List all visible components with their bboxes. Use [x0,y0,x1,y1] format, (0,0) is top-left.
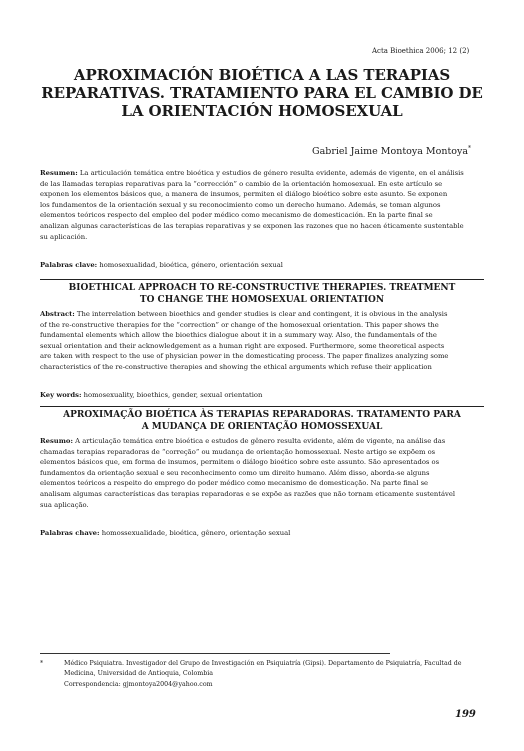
abstract-line [40,436,484,447]
title-line: APROXIMACIÓN BIOÉTICA A LAS TERAPIAS [73,66,451,84]
abstract-line: fundamentos da orientação sexual e seu reconhecimento como um direito humano. Além disso, aborda-se alguns [40,468,430,477]
abstract-label: Abstract: [40,310,75,318]
abstract-line: los fundamentos de la orientación sexual y su reconocimiento como un derecho humano. Además, se toman algunos [40,200,441,209]
keywords-en [40,391,262,399]
keywords-text: homosexualidad, bioética, género, orientación sexual [97,261,283,269]
title-line: REPARATIVAS. TRATAMIENTO PARA EL CAMBIO DE [41,84,483,102]
abstract-line: su aplicación. [40,232,88,241]
keywords-pt [40,529,290,537]
abstract-label: Resumen: [40,169,78,177]
abstract-line [40,168,484,179]
abstract-en [40,309,484,373]
footnote-line: Medicina, Universidad de Antioquia, Colombia [64,670,214,678]
abstract-text: The interrelation between bioethics and gender studies is clear and contingent, it is obvious in the analysis [74,310,448,318]
abstract-pt [40,436,484,510]
abstract-line: analizan algunas características de las terapias reparativas y se exponen las razones que no hacen éticamente sustentable [40,221,464,230]
abstract-line: sexual orientation and their acknowledgement as a human right are exposed. Furthermore, some theoretical aspects [40,341,445,350]
abstract-line: characteristics of the re-constructive therapies and showing the ethical arguments which refuse their application [40,362,432,371]
section-title-line: BIOETHICAL APPROACH TO RE-CONSTRUCTIVE THERAPIES. TREATMENT [68,283,456,293]
author-text: Gabriel Jaime Montoya Montoya [312,146,469,158]
footnote-line: Médico Psiquiatra. Investigador del Grupo de Investigación en Psiquiatría (Gipsi). Departamento de Psiquiatría, Facultad de [64,660,462,667]
abstract-line: de las llamadas terapias reparativas para la “corrección” o cambio de la orientación homosexual. En este artículo se [40,179,443,188]
abstract-text: La articulación temática entre bioética y estudios de género resulta evidente, además de vigente, en el análisis [77,169,464,177]
keywords-text: homossexualidade, bioética, gênero, orientação sexual [99,529,291,537]
keywords-text: homosexuality, bioethics, gender, sexual orientation [81,391,263,399]
journal-reference: Acta Bioethica 2006; 12 (2) [372,47,470,55]
author-footnote-mark: * [468,145,472,152]
section-title-line: A MUDANÇA DE ORIENTAÇÃO HOMOSSEXUAL [141,421,383,432]
abstract-line: exponen los elementos básicos que, a manera de insumos, permiten el diálogo bioético sobre este asunto. Se exponen [40,190,448,199]
keywords-es [40,261,283,269]
abstract-line [40,309,484,320]
abstract-line: fundamental elements which allow the bioethics dialogue about it in a summary way. Also, the fundamentals of the [40,331,437,340]
footnote-divider [40,653,390,654]
section-title-line: APROXIMAÇÃO BIOÉTICA ÀS TERAPIAS REPARADORAS. TRATAMENTO PARA [63,410,461,420]
keywords-label: Key words: [40,391,82,399]
abstract-es [40,168,484,242]
abstract-text: A articulação temática entre bioética e estudos de gênero resulta evidente, além de vigente, na análise das [72,437,446,445]
section-divider [40,406,484,407]
section-divider [40,279,484,280]
section-title-pt [40,410,484,433]
section-title-line: TO CHANGE THE HOMOSEXUAL ORIENTATION [139,294,385,305]
article-title [40,66,484,120]
abstract-line: elementos teóricos respecto del empleo del poder médico como mecanismo de domesticación. En la parte final se [40,211,433,220]
footnote-line: Correspondencia: gjmontoya2004@yahoo.com [64,680,213,688]
abstract-line: of the re-constructive therapies for the “correction” or change of the homosexual orientation. This paper shows the [40,320,439,329]
author-name [312,145,471,157]
title-line: LA ORIENTACIÓN HOMOSEXUAL [121,102,403,120]
abstract-line: chamadas terapias reparadoras de “correção” ou mudança de orientação homossexual. Neste artigo se expõem os [40,447,436,456]
abstract-line: analisam algumas características das terapias reparadoras e se expõe as razões que não tornam eticamente sustentável [40,489,456,498]
page-number: 199 [455,709,476,720]
section-title-en [40,283,484,306]
abstract-line: elementos básicos que, em forma de insumos, permitem o diálogo bioético sobre este assunto. São apresentados os [40,458,440,467]
footnote-body [64,659,462,690]
abstract-line: elementos teóricos a respeito do emprego do poder médico como mecanismo de domesticação. Na parte final se [40,479,429,488]
keywords-label: Palabras chave: [40,529,100,537]
abstract-label: Resumo: [40,437,73,445]
abstract-line: sua aplicação. [40,500,89,509]
abstract-line: are taken with respect to the use of physician power in the domesticating process. The paper finalizes analyzing some [40,352,449,361]
keywords-label: Palabras clave: [40,261,98,269]
footnote-mark: * [40,660,44,667]
